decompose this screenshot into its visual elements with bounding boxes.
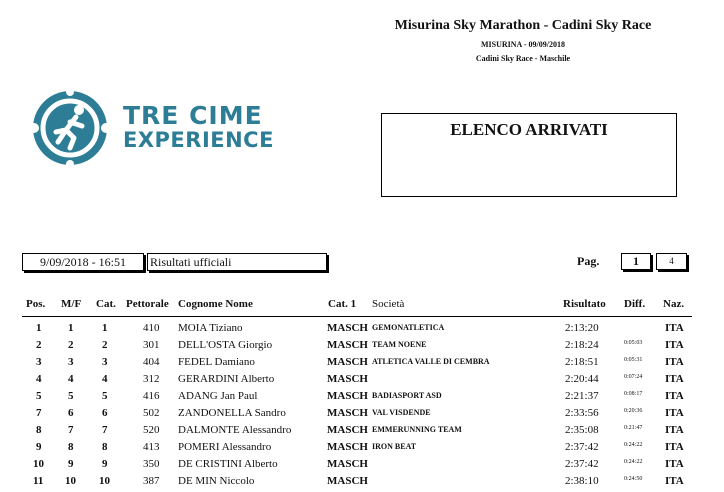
cell-nation: ITA bbox=[665, 339, 684, 351]
cell-nation: ITA bbox=[665, 441, 684, 453]
cell-club: ATLETICA VALLE DI CEMBRA bbox=[372, 357, 490, 366]
cell-name: POMERI Alessandro bbox=[178, 441, 272, 453]
cell-bib: 301 bbox=[143, 339, 160, 351]
cell-bib: 350 bbox=[143, 458, 160, 470]
cell-mf: 8 bbox=[68, 441, 74, 453]
cell-diff: 0:08:17 bbox=[624, 391, 643, 397]
logo-text-tre-cime: TRE CIME bbox=[123, 101, 263, 130]
cell-pos: 7 bbox=[36, 407, 42, 419]
cell-cat: 4 bbox=[102, 373, 108, 385]
cell-nation: ITA bbox=[665, 356, 684, 368]
cell-result: 2:37:42 bbox=[565, 441, 599, 453]
col-cat: Cat. bbox=[96, 298, 116, 310]
cell-result: 2:13:20 bbox=[565, 322, 599, 334]
cell-diff: 0:21:47 bbox=[624, 425, 643, 431]
cell-cat: 8 bbox=[102, 441, 108, 453]
cell-nation: ITA bbox=[665, 475, 684, 487]
cell-result: 2:37:42 bbox=[565, 458, 599, 470]
table-row bbox=[0, 407, 724, 424]
cell-nation: ITA bbox=[665, 458, 684, 470]
table-row bbox=[0, 339, 724, 356]
col-diff: Diff. bbox=[624, 298, 646, 310]
cell-bib: 404 bbox=[143, 356, 160, 368]
cell-nation: ITA bbox=[665, 407, 684, 419]
cell-result: 2:20:44 bbox=[565, 373, 599, 385]
cell-pos: 5 bbox=[36, 390, 42, 402]
cell-cat1: MASCH bbox=[327, 356, 368, 368]
cell-club: IRON BEAT bbox=[372, 442, 417, 451]
col-name: Cognome Nome bbox=[178, 298, 253, 310]
cell-diff: 0:24:22 bbox=[624, 459, 643, 465]
cell-bib: 502 bbox=[143, 407, 160, 419]
cell-cat: 9 bbox=[102, 458, 108, 470]
cell-name: ADANG Jan Paul bbox=[178, 390, 258, 402]
cell-pos: 2 bbox=[36, 339, 42, 351]
cell-mf: 2 bbox=[68, 339, 74, 351]
cell-diff: 0:05:31 bbox=[624, 357, 643, 363]
cell-cat1: MASCH bbox=[327, 322, 368, 334]
cell-cat1: MASCH bbox=[327, 407, 368, 419]
cell-cat: 6 bbox=[102, 407, 108, 419]
cell-mf: 7 bbox=[68, 424, 74, 436]
cell-diff: 0:05:03 bbox=[624, 340, 643, 346]
cell-name: DE CRISTINI Alberto bbox=[178, 458, 278, 470]
table-row bbox=[0, 424, 724, 441]
cell-name: ZANDONELLA Sandro bbox=[178, 407, 286, 419]
cell-cat1: MASCH bbox=[327, 373, 368, 385]
page-label: Pag. bbox=[577, 254, 600, 268]
cell-diff: 0:07:24 bbox=[624, 374, 643, 380]
cell-pos: 11 bbox=[33, 475, 44, 487]
cell-diff: 0:24:22 bbox=[624, 442, 643, 448]
col-result: Risultato bbox=[563, 298, 606, 310]
table-row bbox=[0, 356, 724, 373]
event-title: Misurina Sky Marathon - Cadini Sky Race bbox=[394, 18, 652, 33]
logo-text-experience: EXPERIENCE bbox=[123, 128, 274, 152]
cell-mf: 3 bbox=[68, 356, 74, 368]
cell-pos: 9 bbox=[36, 441, 42, 453]
cell-cat: 5 bbox=[102, 390, 108, 402]
cell-result: 2:33:56 bbox=[565, 407, 599, 419]
cell-result: 2:35:08 bbox=[565, 424, 599, 436]
table-row bbox=[0, 390, 724, 407]
col-bib: Pettorale bbox=[126, 298, 169, 310]
col-club: Società bbox=[372, 298, 405, 310]
table-row bbox=[0, 441, 724, 458]
report-title-box bbox=[381, 113, 677, 197]
cell-club: EMMERUNNING TEAM bbox=[372, 425, 462, 434]
col-nation: Naz. bbox=[663, 298, 685, 310]
cell-mf: 10 bbox=[65, 475, 76, 487]
page-number: 1 bbox=[621, 253, 651, 270]
event-category: Cadini Sky Race - Maschile bbox=[475, 54, 571, 63]
cell-bib: 416 bbox=[143, 390, 160, 402]
cell-bib: 410 bbox=[143, 322, 160, 334]
results-table-body bbox=[0, 322, 724, 492]
event-subtitle: MISURINA - 09/09/2018 bbox=[480, 40, 565, 49]
cell-nation: ITA bbox=[665, 390, 684, 402]
col-pos: Pos. bbox=[26, 298, 46, 310]
cell-club: TEAM NOENE bbox=[372, 340, 427, 349]
print-datetime: 9/09/2018 - 16:51 bbox=[22, 253, 144, 271]
cell-result: 2:21:37 bbox=[565, 390, 599, 402]
results-status: Risultati ufficiali bbox=[147, 253, 327, 271]
cell-bib: 520 bbox=[143, 424, 160, 436]
cell-diff: 0:20:36 bbox=[624, 408, 643, 414]
cell-pos: 4 bbox=[36, 373, 42, 385]
cell-mf: 4 bbox=[68, 373, 74, 385]
table-row bbox=[0, 373, 724, 390]
col-mf: M/F bbox=[61, 298, 82, 310]
cell-cat1: MASCH bbox=[327, 390, 368, 402]
table-header bbox=[0, 298, 724, 314]
cell-cat1: MASCH bbox=[327, 441, 368, 453]
cell-club: GEMONATLETICA bbox=[372, 323, 445, 332]
cell-club: VAL VISDENDE bbox=[372, 408, 431, 417]
cell-mf: 6 bbox=[68, 407, 74, 419]
cell-cat1: MASCH bbox=[327, 339, 368, 351]
cell-mf: 1 bbox=[68, 322, 74, 334]
report-title: ELENCO ARRIVATI bbox=[450, 120, 608, 139]
cell-cat1: MASCH bbox=[327, 475, 368, 487]
cell-cat: 1 bbox=[102, 322, 108, 334]
cell-nation: ITA bbox=[665, 373, 684, 385]
cell-name: DALMONTE Alessandro bbox=[178, 424, 292, 436]
cell-diff: 0:24:50 bbox=[624, 476, 643, 482]
cell-name: DELL'OSTA Giorgio bbox=[178, 339, 273, 351]
cell-mf: 9 bbox=[68, 458, 74, 470]
cell-result: 2:18:24 bbox=[565, 339, 599, 351]
cell-pos: 8 bbox=[36, 424, 42, 436]
cell-nation: ITA bbox=[665, 322, 684, 334]
cell-cat: 10 bbox=[99, 475, 110, 487]
cell-mf: 5 bbox=[68, 390, 74, 402]
cell-pos: 10 bbox=[33, 458, 44, 470]
cell-nation: ITA bbox=[665, 424, 684, 436]
cell-club: BADIASPORT ASD bbox=[372, 391, 442, 400]
table-row bbox=[0, 322, 724, 339]
cell-bib: 312 bbox=[143, 373, 160, 385]
cell-cat: 7 bbox=[102, 424, 108, 436]
cell-bib: 387 bbox=[143, 475, 160, 487]
cell-cat: 2 bbox=[102, 339, 108, 351]
cell-result: 2:38:10 bbox=[565, 475, 599, 487]
cell-name: FEDEL Damiano bbox=[178, 356, 255, 368]
cell-name: MOIA Tiziano bbox=[178, 322, 243, 334]
cell-pos: 1 bbox=[36, 322, 42, 334]
header-divider bbox=[22, 316, 692, 317]
cell-name: DE MIN Niccolo bbox=[178, 475, 255, 487]
cell-cat1: MASCH bbox=[327, 424, 368, 436]
table-row bbox=[0, 458, 724, 475]
cell-result: 2:18:51 bbox=[565, 356, 599, 368]
cell-cat1: MASCH bbox=[327, 458, 368, 470]
page-total: 4 bbox=[656, 253, 687, 270]
col-cat1: Cat. 1 bbox=[328, 298, 357, 310]
cell-name: GERARDINI Alberto bbox=[178, 373, 275, 385]
cell-pos: 3 bbox=[36, 356, 42, 368]
table-row bbox=[0, 475, 724, 492]
cell-bib: 413 bbox=[143, 441, 160, 453]
cell-cat: 3 bbox=[102, 356, 108, 368]
